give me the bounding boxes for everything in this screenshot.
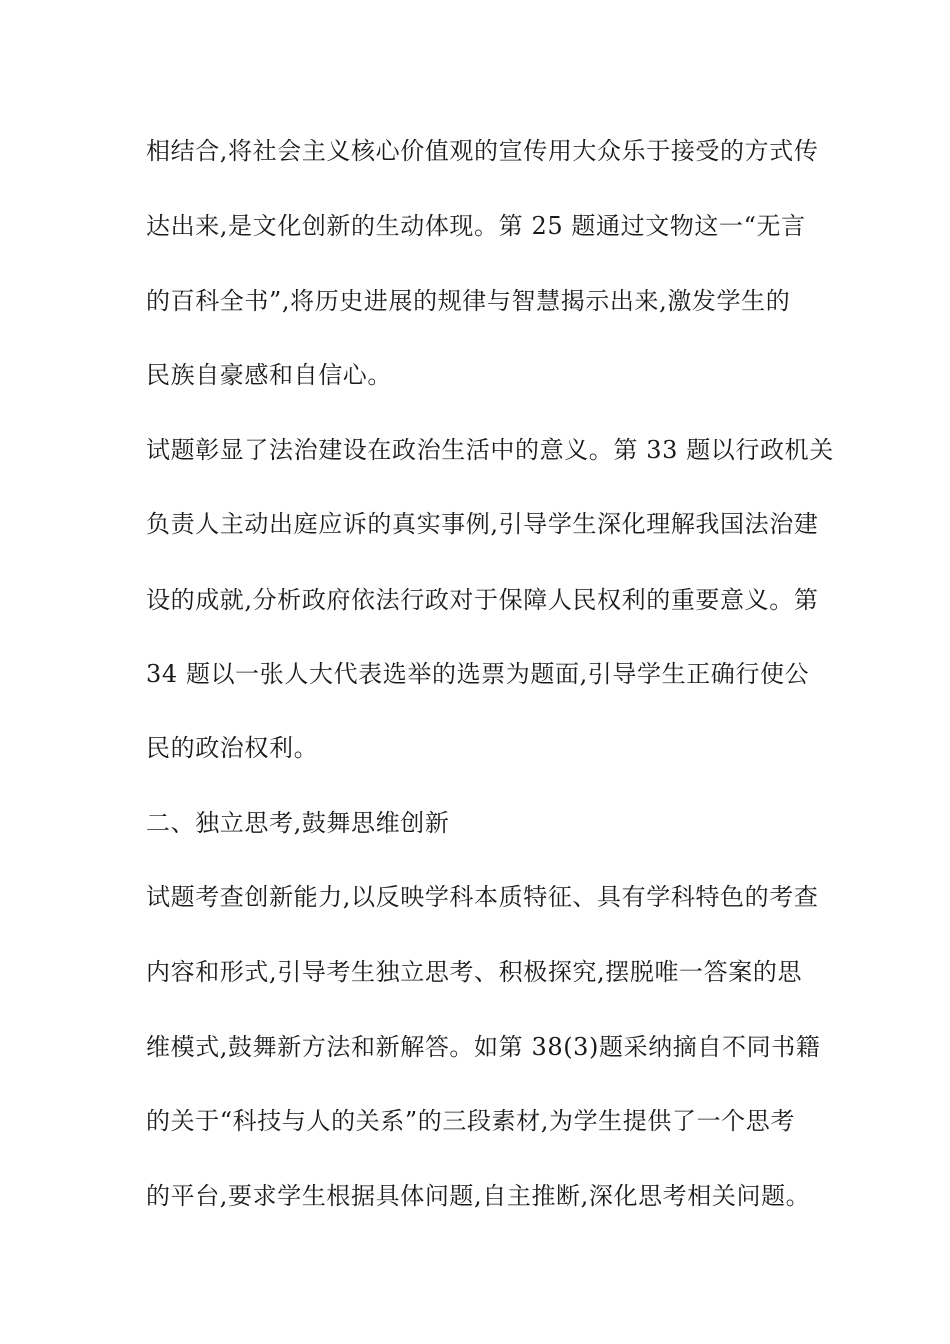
- paragraph-line: 民族自豪感和自信心。: [146, 361, 392, 389]
- paragraph-line: 的平台,要求学生根据具体问题,自主推断,深化思考相关问题。: [146, 1182, 811, 1210]
- paragraph-line: 的关于“科技与人的关系”的三段素材,为学生提供了一个思考: [146, 1107, 795, 1135]
- paragraph-line: 试题彰显了法治建设在政治生活中的意义。第 33 题以行政机关: [146, 436, 834, 464]
- paragraph-line: 试题考查创新能力,以反映学科本质特征、具有学科特色的考查: [146, 883, 819, 911]
- paragraph-line: 达出来,是文化创新的生动体现。第 25 题通过文物这一“无言: [146, 212, 806, 240]
- paragraph-line: 维模式,鼓舞新方法和新解答。如第 38(3)题采纳摘自不同书籍: [146, 1033, 821, 1061]
- paragraph-line: 34 题以一张人大代表选举的选票为题面,引导学生正确行使公: [146, 660, 810, 688]
- paragraph-line: 相结合,将社会主义核心价值观的宣传用大众乐于接受的方式传: [146, 137, 819, 165]
- paragraph-line: 内容和形式,引导考生独立思考、积极探究,摆脱唯一答案的思: [146, 958, 803, 986]
- paragraph-line: 负责人主动出庭应诉的真实事例,引导学生深化理解我国法治建: [146, 510, 819, 538]
- section-heading: 二、独立思考,鼓舞思维创新: [146, 809, 450, 837]
- paragraph-line: 民的政治权利。: [146, 734, 319, 762]
- paragraph-line: 设的成就,分析政府依法行政对于保障人民权利的重要意义。第: [146, 586, 819, 614]
- paragraph-line: 的百科全书”,将历史进展的规律与智慧揭示出来,激发学生的: [146, 287, 791, 315]
